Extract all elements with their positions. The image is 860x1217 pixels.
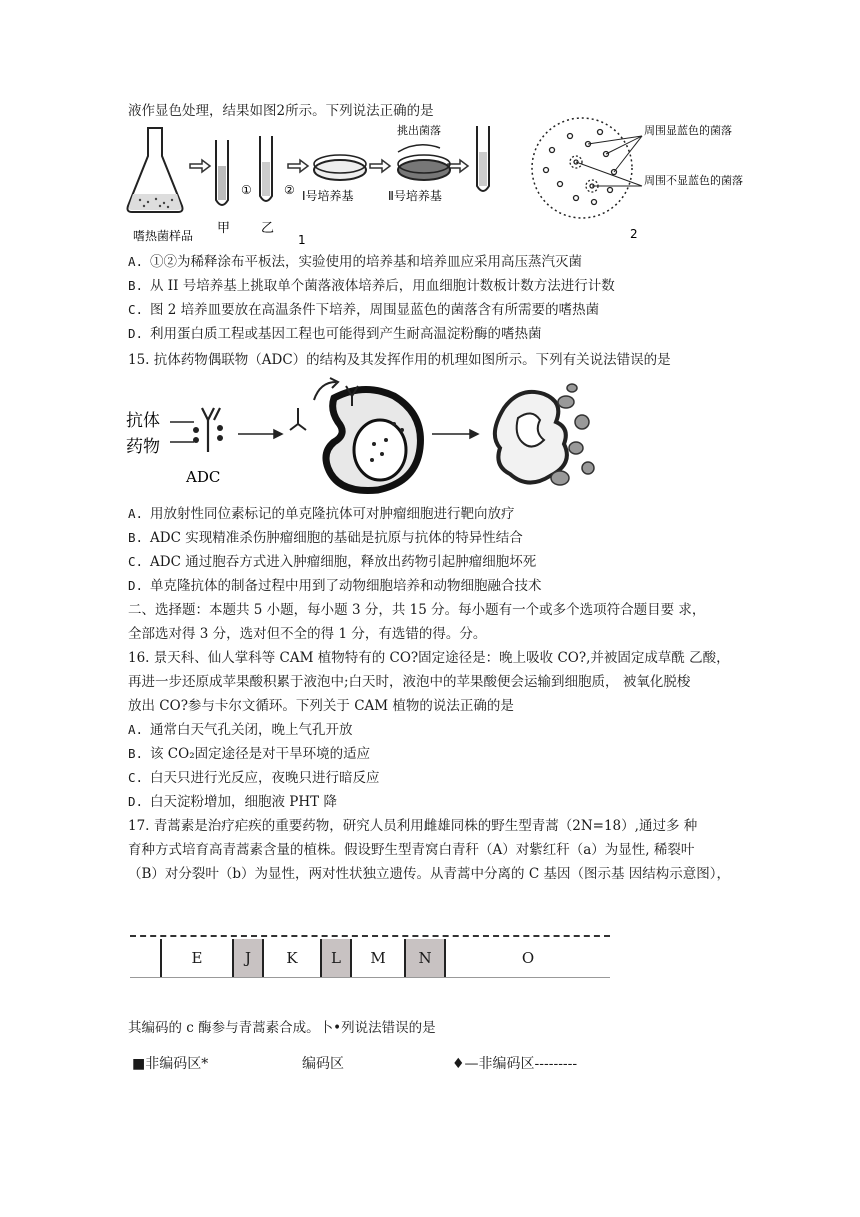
region-label-coding: 编码区 (302, 1056, 344, 1072)
gene-segment-e: E (160, 939, 232, 977)
label-antibody: 抗体 (126, 411, 160, 431)
gene-structure-diagram (130, 935, 610, 977)
label-plate-2: Ⅱ号培养基 (388, 189, 442, 203)
gene-segment-l: L (320, 939, 350, 977)
label-step-2: ② (284, 183, 295, 197)
section-2-instructions-cont: 全部选对得 3 分，选对但不全的得 1 分，有选错的得。分。 (128, 626, 487, 642)
flask-icon (128, 128, 183, 212)
gene-segment-n: N (404, 939, 444, 977)
q16-option-c: C. 白天只进行光反应，夜晚只进行暗反应 (128, 770, 380, 786)
gene-segment-m: M (350, 939, 404, 977)
q17-stem-line-2: 育种方式培育高青蒿素含量的植株。假设野生型青窝白青秆（A）对紫红秆（a）为显性, 稀裂叶 (128, 842, 695, 858)
q15-option-b: B. ADC 实现精准杀伤肿瘤细胞的基础是抗原与抗体的特异性结合 (128, 530, 523, 546)
label-not-blue-colony: 周围不显蓝色的菌落 (644, 174, 743, 187)
region-label-noncoding-left: ■非编码区* (132, 1056, 209, 1072)
q14-option-d: D. 利用蛋白质工程或基因工程也可能得到产生耐高温淀粉酶的嗜热菌 (128, 326, 542, 342)
section-2-instructions: 二、选择题：本题共 5 小题，每小题 3 分，共 15 分。每小题有一个或多个选项符合题目要 求， (128, 602, 706, 618)
label-blue-colony: 周围显蓝色的菌落 (644, 124, 732, 137)
figure-1-culture-process (128, 122, 498, 250)
gene-segment-o: O (444, 939, 610, 977)
q15-stem: 15. 抗体药物偶联物（ADC）的结构及其发挥作用的机理如图所示。下列有关说法错误的是 (128, 352, 671, 368)
q16-stem-line-2: 再进一步还原成苹果酸积累于液泡中;白天时，液泡中的苹果酸便会运输到细胞质， 被氧化脱梭 (128, 674, 691, 690)
gene-segment-k: K (262, 939, 320, 977)
q16-option-d: D. 白天淀粉增加，细胞液 PHT 降 (128, 794, 337, 810)
figure-1-number: 1 (298, 233, 306, 247)
q17-stem-line-1: 17. 青蒿素是治疗疟疾的重要药物，研究人员利用雌雄同株的野生型青蒿（2N=18）,通过多 种 (128, 818, 698, 834)
q16-stem-line-3: 放出 CO?参与卡尔文循环。下列关于 CAM 植物的说法正确的是 (128, 698, 514, 714)
q16-stem-line-1: 16. 景天科、仙人掌科等 CAM 植物特有的 CO?固定途径是：晚上吸收 CO?,并被固定成草酰 乙酸， (128, 650, 730, 666)
label-tube-b: 乙 (261, 221, 275, 236)
adc-mechanism-figure (124, 378, 604, 500)
question-intro: 液作显色处理，结果如图2所示。下列说法正确的是 (128, 103, 434, 119)
q17-stem-line-3: （B）对分裂叶（b）为显性，两对性状独立遗传。从青蒿中分离的 C 基因（图示基 因结构示意图）， (128, 866, 731, 882)
label-plate-1: Ⅰ号培养基 (302, 189, 354, 203)
tumor-cell-icon (326, 389, 420, 490)
figure-2-number: 2 (630, 227, 638, 241)
gene-segment-j: J (232, 939, 262, 977)
dead-cell-icon (495, 384, 594, 485)
label-step-1: ① (241, 183, 252, 197)
q15-option-a: A. 用放射性同位素标记的单克隆抗体可对肿瘤细胞进行靶向放疗 (128, 506, 515, 522)
q14-option-a: A. ①②为稀释涂布平板法，实验使用的培养基和培养皿应采用高压蒸汽灭菌 (128, 254, 582, 270)
label-pick-colony: 挑出菌落 (397, 124, 441, 137)
q15-option-d: D. 单克隆抗体的制备过程中用到了动物细胞培养和动物细胞融合技术 (128, 578, 542, 594)
q15-option-c: C. ADC 通过胞吞方式进入肿瘤细胞，释放出药物引起肿瘤细胞坏死 (128, 554, 537, 570)
q17-stem-line-4: 其编码的 c 酶参与青蒿素合成。卜•列说法错误的是 (128, 1020, 436, 1036)
figure-2-plate (530, 114, 743, 242)
q16-option-a: A. 通常白天气孔关闭，晚上气孔开放 (128, 722, 353, 738)
label-adc: ADC (186, 468, 221, 486)
region-label-noncoding-right: ♦—非编码区--------- (452, 1056, 578, 1072)
q16-option-b: B. 该 CO₂固定途径是对干旱环境的适应 (128, 746, 371, 762)
q14-option-b: B. 从 II 号培养基上挑取单个菌落液体培养后，用血细胞计数板计数方法进行计数 (128, 278, 615, 294)
label-sample: 嗜热菌样品 (133, 229, 194, 243)
q14-option-c: C. 图 2 培养皿要放在高温条件下培养，周围显蓝色的菌落含有所需要的嗜热菌 (128, 302, 600, 318)
label-drug: 药物 (126, 437, 160, 457)
antibody-icon (202, 408, 220, 452)
label-tube-a: 甲 (217, 221, 231, 236)
